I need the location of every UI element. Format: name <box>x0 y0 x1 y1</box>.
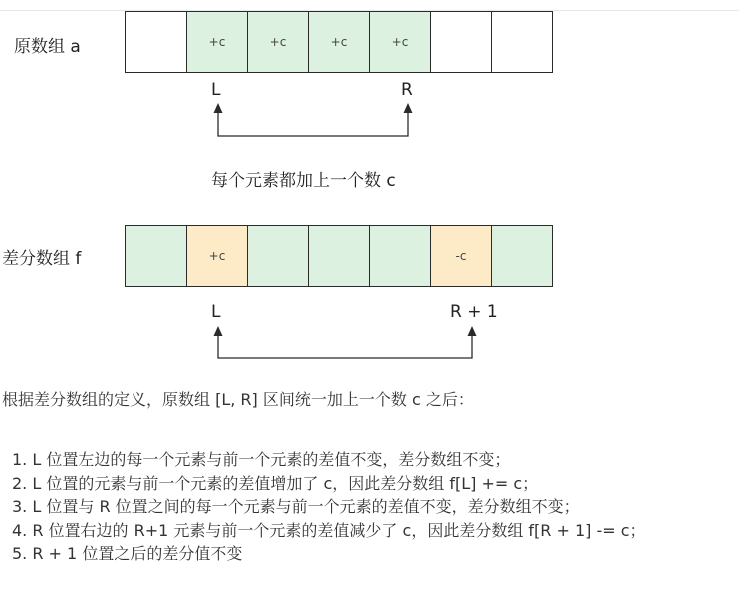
list-item: 4. R 位置右边的 R+1 元素与前一个元素的差值减少了 c，因此差分数组 f[R + 1] -= c； <box>12 520 646 540</box>
diff-cell: -c <box>430 225 492 287</box>
arrow-head-icon <box>404 103 413 113</box>
arrow-head-icon <box>214 103 223 113</box>
diff-bracket <box>218 334 472 358</box>
original-array-label: 原数组 a <box>14 37 81 57</box>
diff-right-marker: R + 1 <box>450 302 498 322</box>
list-item: 1. L 位置左边的每一个元素与前一个元素的差值不变，差分数组不变； <box>12 450 511 469</box>
arrow-head-icon <box>214 326 223 336</box>
original-left-marker: L <box>211 80 221 100</box>
original-cell: +c <box>308 11 370 73</box>
original-cell: +c <box>247 11 309 73</box>
steps-list <box>12 448 646 566</box>
arrow-head-icon <box>468 326 477 336</box>
diff-array-label: 差分数组 f <box>2 249 82 269</box>
original-right-marker: R <box>401 80 413 100</box>
original-bracket <box>218 111 408 136</box>
caption: 每个元素都加上一个数 c <box>211 171 396 191</box>
explanation-text: 根据差分数组的定义，原数组 [L, R] 区间统一加上一个数 c 之后： <box>2 390 474 409</box>
diff-cell: +c <box>186 225 248 287</box>
diff-left-marker: L <box>211 302 221 322</box>
list-item: 5. R + 1 位置之后的差分值不变 <box>12 544 243 563</box>
original-cell: +c <box>186 11 248 73</box>
list-item: 3. L 位置与 R 位置之间的每一个元素与前一个元素的差值不变，差分数组不变； <box>12 497 580 516</box>
list-item: 2. L 位置的元素与前一个元素的差值增加了 c，因此差分数组 f[L] += c； <box>12 473 539 493</box>
original-cell: +c <box>369 11 431 73</box>
